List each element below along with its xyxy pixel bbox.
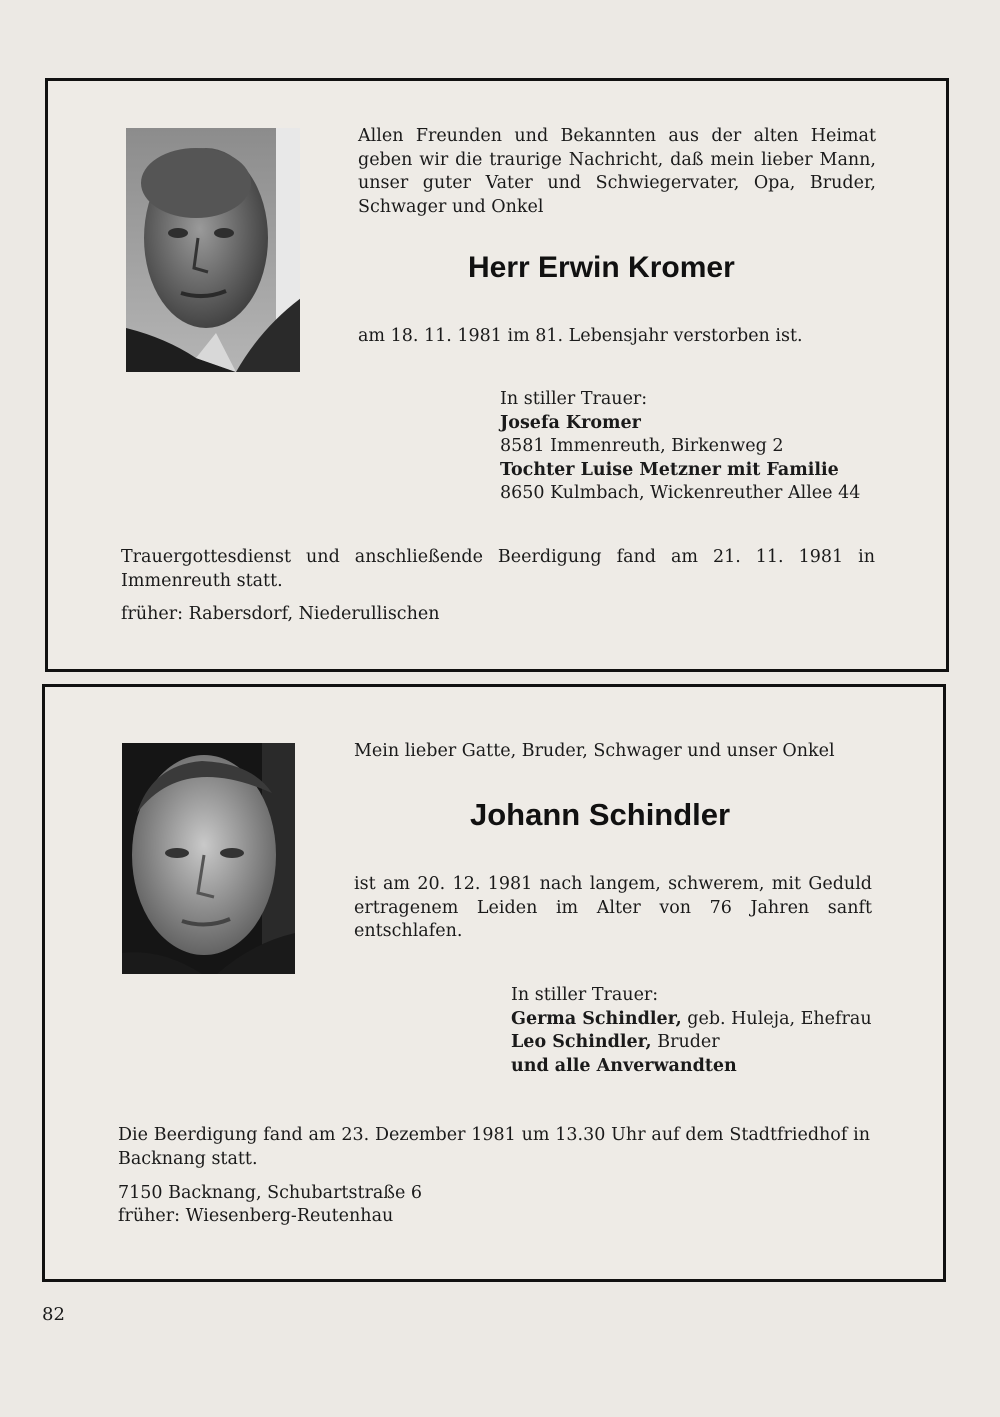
notice-intro: Mein lieber Gatte, Bruder, Schwager und unser Onkel: [354, 741, 835, 761]
mourner-name: und alle Anverwandten: [511, 1055, 737, 1076]
deceased-name: Johann Schindler: [470, 797, 731, 832]
funeral-info: Trauergottesdienst und anschließende Beerdigung fand am 21. 11. 1981 in Immenreuth statt.: [121, 547, 875, 591]
obituary-notice-schindler: [42, 684, 946, 1282]
death-date-text: am 18. 11. 1981 im 81. Lebensjahr verstorben ist.: [358, 326, 803, 346]
death-date-text: ist am 20. 12. 1981 nach langem, schwerem, mit Geduld ertragenem Leiden im Alter von 76 Jahren sanft entschlafen.: [354, 874, 872, 941]
residence-address: 7150 Backnang, Schubartstraße 6: [118, 1183, 423, 1203]
deceased-name: Herr Erwin Kromer: [468, 251, 735, 284]
mourners-block: [500, 388, 860, 506]
portrait-photo-schindler: [122, 743, 295, 974]
mourner-address: 8581 Immenreuth, Birkenweg 2: [500, 436, 784, 456]
former-residence: früher: Rabersdorf, Niederullischen: [121, 604, 440, 624]
mourners-block: [511, 984, 872, 1078]
mourner-entry: [511, 1031, 872, 1055]
notice-intro: Allen Freunden und Bekannten aus der alten Heimat geben wir die traurige Nachricht, daß mein lieber Mann, unser guter Vater und Schwiegervater, Opa, Bruder, Schwager und Onkel: [358, 126, 876, 217]
mourner-relation: Bruder: [657, 1032, 720, 1052]
page-number: 82: [42, 1304, 65, 1325]
mourner-name: Josefa Kromer: [500, 412, 641, 433]
mourner-name: Leo Schindler,: [511, 1032, 652, 1052]
former-residence: früher: Wiesenberg-Reutenhau: [118, 1206, 394, 1226]
mourning-label: In stiller Trauer:: [500, 389, 648, 409]
mourning-label: In stiller Trauer:: [511, 985, 659, 1005]
mourner-entry: [511, 1008, 872, 1032]
mourner-name: Tochter Luise Metzner mit Familie: [500, 459, 839, 480]
mourner-relation: geb. Huleja, Ehefrau: [687, 1008, 872, 1029]
mourner-address: 8650 Kulmbach, Wickenreuther Allee 44: [500, 483, 861, 503]
funeral-info: Die Beerdigung fand am 23. Dezember 1981 um 13.30 Uhr auf dem Stadtfriedhof in Backnang statt.: [118, 1125, 870, 1169]
obituary-notice-kromer: [45, 78, 949, 672]
mourner-name: Germa Schindler,: [511, 1008, 682, 1029]
portrait-photo-kromer: [126, 128, 300, 372]
